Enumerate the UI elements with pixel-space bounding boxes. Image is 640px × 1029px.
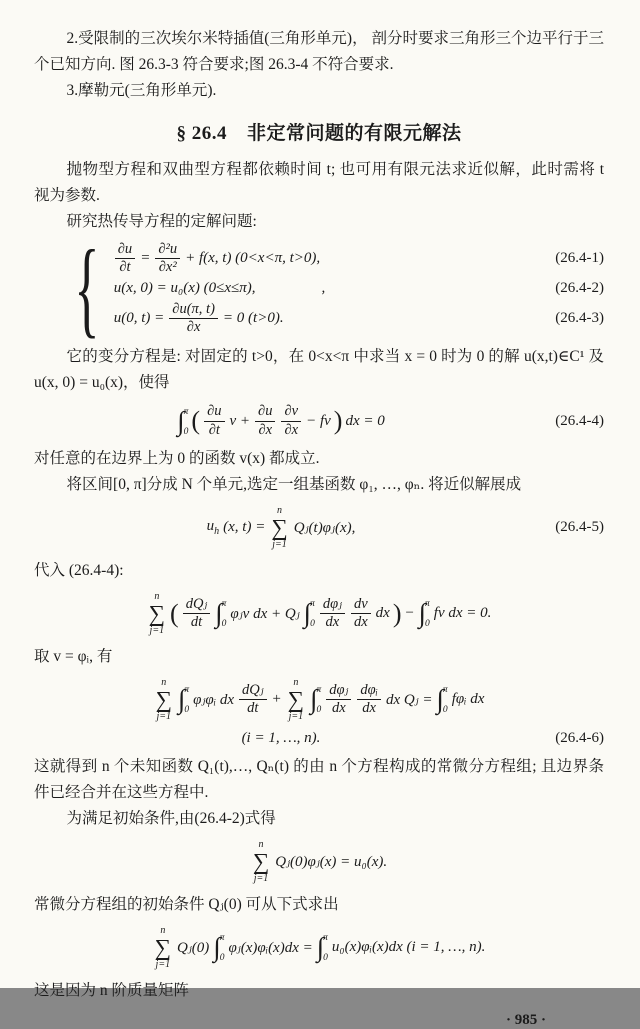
paragraph-initial-condition: 为满足初始条件,由(26.4-2)式得 — [66, 809, 276, 827]
equation-initial-expansion — [34, 839, 604, 885]
fraction-denominator: dx — [325, 614, 340, 631]
equation-rhs: dx = 0 — [345, 412, 385, 429]
equation-system-heat — [72, 229, 604, 349]
integral-limits — [222, 597, 227, 630]
paragraph-heat-problem: 研究热传导方程的定解问题: — [66, 213, 257, 230]
uh-variable — [207, 518, 220, 537]
page-number: · 985 · — [505, 1011, 546, 1028]
paragraph-variational: 它的变分方程是: 对固定的 t>0，在 0<x<π 中求当 x = 0 时为 0 的解 u(x,t)∈C¹ 及 u(x, 0) = u₀(x)，使得 — [34, 348, 604, 392]
equation-tag: (26.4-2) — [555, 280, 604, 297]
index-range: (i = 1, …, n). — [241, 729, 321, 746]
integral-limits — [316, 683, 321, 716]
integral-lower-limit: 0 — [310, 619, 315, 630]
paragraph-take-v: 取 v = φᵢ, 有 — [34, 647, 113, 665]
equation-body — [34, 505, 528, 551]
integral-symbol: ∫ — [303, 598, 312, 629]
summation — [253, 839, 269, 885]
integral-symbol: ∫ — [213, 932, 221, 963]
plus-sign: + — [271, 691, 282, 708]
fraction-numerator: dφᵢ — [357, 682, 381, 700]
integral-lower-limit: 0 — [184, 705, 190, 716]
fraction — [357, 682, 381, 717]
paragraph-mass-matrix: 这是因为 n 阶质量矩阵 — [34, 981, 190, 999]
left-paren: ( — [191, 406, 201, 436]
paragraph-ode-system: 这就得到 n 个未知函数 Q₁(t),…, Qₙ(t) 的由 n 个方程构成的常微分方程组; 且边界条件已经合并在这些方程中. — [34, 757, 604, 801]
u-symbol: u — [206, 518, 215, 535]
sigma-symbol: ∑ — [154, 935, 172, 961]
equation-rhs: Qⱼ(0)φⱼ(x) = u₀(x). — [275, 854, 388, 871]
left-paren: ( — [170, 598, 179, 628]
summation — [271, 505, 287, 551]
fraction-denominator: dt — [247, 700, 259, 717]
integral-upper-limit: π — [425, 599, 430, 610]
integral-symbol: ∫ — [310, 684, 318, 715]
equation-rhs: fv dx = 0. — [433, 605, 492, 622]
equation-body — [34, 403, 528, 438]
sigma-symbol: ∑ — [155, 687, 172, 713]
equation-term: − fv — [306, 412, 331, 429]
integral-upper-limit: π — [184, 685, 190, 696]
integral-limits — [184, 683, 189, 716]
fraction-numerator: ∂u — [255, 403, 275, 421]
integral-lower-limit: 0 — [219, 953, 225, 964]
equation-rows — [106, 237, 604, 340]
equation-body — [34, 677, 604, 723]
integral-lower-limit: 0 — [221, 619, 227, 630]
section-title: 非定常问题的有限元解法 — [246, 123, 462, 144]
equals-sign: = — [140, 250, 151, 267]
integral-symbol: ∫ — [316, 932, 325, 963]
integral — [213, 931, 224, 964]
fraction-numerator: dv — [351, 596, 371, 614]
integral-symbol: ∫ — [177, 405, 185, 436]
fraction — [239, 682, 267, 717]
equation-tag: (26.4-3) — [555, 310, 604, 327]
equation-term: dx Qⱼ = — [385, 692, 433, 709]
sum-lower-limit: j=1 — [253, 873, 269, 885]
equation-qj0 — [34, 925, 604, 971]
integral-limits — [310, 597, 315, 630]
integral-limits — [425, 597, 430, 630]
equation-tag: (26.4-5) — [555, 519, 604, 536]
fraction-denominator: ∂x — [284, 421, 299, 438]
equation-rhs: Qⱼ(t)φⱼ(x), — [293, 520, 356, 537]
paragraph-ode-initial: 常微分方程组的初始条件 Qⱼ(0) 可从下式求出 — [34, 895, 339, 913]
fraction-denominator: dx — [353, 614, 368, 631]
sigma-symbol: ∑ — [271, 515, 288, 541]
fraction-numerator: ∂u — [115, 241, 135, 259]
sum-lower-limit: j=1 — [155, 959, 171, 971]
fraction-numerator: ∂v — [281, 403, 301, 421]
equation-tag: (26.4-4) — [555, 412, 604, 429]
fraction-denominator: dx — [362, 700, 376, 717]
minus-sign: − — [404, 605, 415, 622]
sum-upper-limit: n — [277, 504, 283, 516]
fraction-denominator: ∂x — [186, 319, 201, 336]
paragraph-boundary-functions: 对任意的在边界上为 0 的函数 v(x) 都成立. — [34, 449, 320, 467]
paragraph-intro: 抛物型方程和双曲型方程都依赖时间 t; 也可用有限元法求近似解，此时需将 t 视为参数. — [34, 161, 604, 204]
h-subscript: h — [214, 526, 220, 538]
fraction — [115, 241, 135, 276]
summation — [288, 677, 304, 723]
equation-rhs: = 0 (t>0). — [222, 310, 284, 327]
integral-lower-limit: 0 — [323, 953, 328, 964]
sigma-symbol: ∑ — [287, 687, 305, 713]
equation-term: v + — [229, 412, 251, 429]
equation-text: u(x, 0) = u₀(x) (0≤x≤π), — [113, 280, 256, 297]
equation-26-4-3 — [106, 301, 604, 336]
fraction — [155, 241, 180, 276]
integral-limits — [323, 931, 328, 964]
equation-body — [106, 280, 528, 297]
equation-body — [106, 301, 528, 336]
integral-lower-limit: 0 — [442, 705, 448, 716]
sum-upper-limit: n — [258, 838, 264, 850]
stray-comma-artifact: , — [321, 280, 326, 297]
section-heading — [34, 118, 604, 145]
integral-limits — [220, 931, 225, 964]
sum-lower-limit: j=1 — [288, 711, 304, 723]
sum-lower-limit: j=1 — [149, 625, 165, 637]
equation-tag: (26.4-6) — [555, 729, 604, 746]
integral-lower-limit: 0 — [425, 619, 430, 630]
integral — [215, 597, 226, 630]
fraction-denominator: ∂x — [258, 421, 273, 438]
integral — [178, 683, 189, 716]
fraction-numerator: ∂²u — [155, 241, 180, 259]
summation — [155, 925, 171, 971]
integral — [437, 683, 448, 716]
fraction-denominator: dt — [190, 614, 203, 631]
fraction — [326, 682, 351, 717]
equation-26-4-2 — [106, 280, 604, 297]
sum-lower-limit: j=1 — [156, 711, 172, 723]
integral-upper-limit: π — [310, 599, 315, 610]
fraction-numerator: dφⱼ — [320, 596, 345, 614]
paragraph-partition: 将区间[0, π]分成 N 个单元,选定一组基函数 φ₁, …, φₙ. 将近似解展成 — [66, 475, 522, 493]
fraction — [351, 596, 371, 631]
paragraph-hermite-item2: 2.受限制的三次埃尔米特插值(三角形单元)， 剖分时要求三角形三个边平行于三个已知方向. 图 26.3-3 符合要求;图 26.3-4 不符合要求. — [34, 30, 604, 73]
right-paren: ) — [392, 598, 402, 628]
fraction — [169, 301, 218, 336]
integral — [419, 597, 430, 630]
equation-26-4-6-line2 — [34, 730, 604, 747]
sigma-symbol: ∑ — [252, 849, 270, 875]
fraction-denominator: dx — [331, 700, 346, 717]
paragraph-substitute: 代入 (26.4-4): — [34, 561, 124, 579]
fraction — [204, 403, 224, 438]
sum-upper-limit: n — [161, 676, 167, 688]
summation — [149, 591, 165, 637]
fraction-denominator: ∂t — [208, 421, 220, 438]
integral-upper-limit: π — [219, 933, 225, 944]
equation-body — [34, 730, 528, 747]
fraction-denominator: ∂t — [119, 259, 131, 276]
equation-term: φⱼv dx + Qⱼ — [230, 606, 300, 623]
equation-lhs: u(0, t) = — [113, 310, 165, 327]
equation-26-4-6-line1 — [34, 677, 604, 723]
fraction — [255, 403, 275, 438]
equation-term: Qⱼ(0) — [177, 940, 210, 957]
equation-tag: (26.4-1) — [555, 250, 604, 267]
right-paren: ) — [333, 406, 343, 436]
integral-upper-limit: π — [323, 933, 328, 944]
sum-upper-limit: n — [160, 924, 166, 936]
section-number: § 26.4 — [176, 123, 227, 144]
fraction-numerator: dQⱼ — [183, 596, 211, 614]
integral-upper-limit: π — [221, 599, 227, 610]
integral-symbol: ∫ — [418, 598, 427, 629]
equation-term: dx — [375, 605, 390, 622]
equation-tail: + f(x, t) (0<x<π, t>0), — [185, 250, 321, 267]
summation — [156, 677, 172, 723]
equation-term: φⱼφᵢ dx — [193, 692, 234, 709]
integral — [304, 597, 315, 630]
equation-term: φⱼ(x)φᵢ(x)dx = — [228, 940, 313, 957]
fraction-numerator: dQⱼ — [239, 682, 267, 700]
equation-26-4-5 — [34, 505, 604, 551]
equation-substituted — [34, 591, 604, 637]
integral-upper-limit: π — [442, 685, 448, 696]
equation-body — [106, 241, 528, 276]
sum-lower-limit: j=1 — [272, 539, 287, 551]
sum-upper-limit: n — [293, 676, 299, 688]
fraction — [320, 596, 345, 631]
integral-limits — [184, 405, 189, 438]
paragraph-morley-item3: 3.摩勒元(三角形单元). — [66, 82, 217, 99]
fraction-numerator: ∂u — [204, 403, 224, 421]
fraction — [281, 403, 301, 438]
integral-symbol: ∫ — [436, 684, 444, 715]
integral-symbol: ∫ — [177, 684, 186, 715]
integral-symbol: ∫ — [215, 598, 223, 629]
integral-upper-limit: π — [316, 685, 322, 696]
equation-26-4-1 — [106, 241, 604, 276]
equation-body — [34, 591, 604, 637]
fraction-numerator: ∂u(π, t) — [169, 301, 218, 319]
integral — [177, 405, 188, 438]
equation-26-4-4 — [34, 403, 604, 438]
equation-lhs: (x, t) = — [223, 519, 266, 536]
integral — [317, 931, 328, 964]
equation-body — [34, 839, 604, 885]
integral-lower-limit: 0 — [316, 705, 322, 716]
integral-upper-limit: π — [183, 406, 189, 417]
equation-rhs: fφᵢ dx — [451, 691, 485, 708]
equation-rhs: u₀(x)φᵢ(x)dx (i = 1, …, n). — [331, 939, 486, 956]
sum-upper-limit: n — [154, 590, 160, 602]
fraction-numerator: dφⱼ — [326, 682, 351, 700]
integral-lower-limit: 0 — [183, 426, 189, 437]
sigma-symbol: ∑ — [148, 601, 166, 627]
fraction — [183, 596, 211, 631]
fraction-denominator: ∂x² — [158, 259, 177, 276]
equation-body — [34, 925, 604, 971]
left-brace: { — [74, 229, 100, 349]
integral — [310, 683, 321, 716]
integral-limits — [443, 683, 448, 716]
